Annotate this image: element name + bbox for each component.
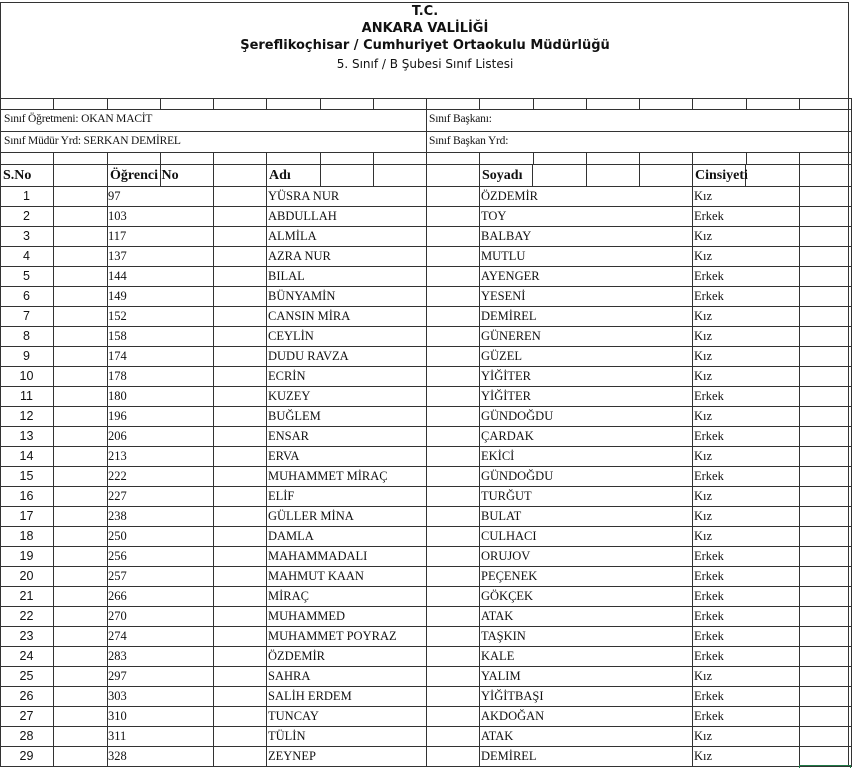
row-gender: Kız: [694, 409, 713, 423]
row-student-no: 266: [108, 589, 127, 603]
row-surname: YİĞİTBAŞI: [481, 689, 544, 703]
row-student-no: 158: [108, 329, 127, 343]
row-gender: Erkek: [694, 269, 724, 283]
row-student-no: 137: [108, 249, 127, 263]
row-sno: 14: [19, 449, 34, 463]
row-first-name: MUHAMMED: [268, 609, 346, 623]
row-surname: PEÇENEK: [481, 569, 538, 583]
row-first-name: MUHAMMET POYRAZ: [268, 629, 397, 643]
row-student-no: 97: [108, 189, 121, 203]
row-sno: 20: [19, 569, 34, 583]
grid-line-v: [692, 164, 693, 766]
row-student-no: 238: [108, 509, 127, 523]
row-sno: 15: [19, 469, 34, 483]
row-gender: Kız: [694, 249, 713, 263]
grid-line-v: [0, 98, 1, 109]
row-surname: EKİCİ: [481, 449, 515, 463]
row-student-no: 274: [108, 629, 127, 643]
row-student-no: 311: [108, 729, 127, 743]
grid-line-v: [426, 109, 427, 152]
row-surname: ÖZDEMİR: [481, 189, 538, 203]
row-gender: Erkek: [694, 289, 724, 303]
row-first-name: BÜNYAMİN: [268, 289, 336, 303]
grid-line-v: [160, 152, 161, 164]
grid-line-v: [53, 164, 54, 766]
row-first-name: SALİH ERDEM: [268, 689, 352, 703]
row-sno: 8: [23, 329, 30, 343]
col-header-sno: S.No: [3, 168, 32, 183]
grid-line-v: [107, 98, 108, 109]
row-first-name: DAMLA: [268, 529, 314, 543]
grid-line-v: [320, 98, 321, 109]
row-sno: 27: [19, 709, 34, 723]
row-sno: 17: [19, 509, 34, 523]
row-first-name: MİRAÇ: [268, 589, 309, 603]
row-surname: TAŞKIN: [481, 629, 526, 643]
row-gender: Kız: [694, 529, 713, 543]
grid-line-v: [851, 98, 852, 109]
row-student-no: 206: [108, 429, 127, 443]
title-tc: T.C.: [411, 4, 439, 19]
grid-line-v: [320, 152, 321, 164]
grid-line-v: [320, 164, 321, 186]
row-sno: 18: [19, 529, 34, 543]
row-surname: AKDOĞAN: [481, 709, 545, 723]
row-first-name: MAHMUT KAAN: [268, 569, 364, 583]
grid-line-v: [213, 164, 214, 766]
row-student-no: 227: [108, 489, 127, 503]
row-first-name: ENSAR: [268, 429, 309, 443]
row-first-name: ERVA: [268, 449, 300, 463]
grid-line-v: [532, 164, 533, 186]
row-surname: GÜZEL: [481, 349, 522, 363]
grid-line-v: [373, 98, 374, 109]
row-surname: GÜNDOĞDU: [481, 409, 554, 423]
row-surname: ATAK: [481, 729, 514, 743]
row-first-name: CANSIN MİRA: [268, 309, 351, 323]
row-surname: GÜNDOĞDU: [481, 469, 554, 483]
row-sno: 7: [23, 309, 30, 323]
grid-line-v: [373, 152, 374, 164]
row-sno: 19: [19, 549, 34, 563]
row-gender: Kız: [694, 189, 713, 203]
row-gender: Kız: [694, 749, 713, 763]
row-sno: 25: [19, 669, 34, 683]
row-gender: Kız: [694, 369, 713, 383]
grid-line-v: [851, 152, 852, 164]
row-first-name: TÜLİN: [268, 729, 306, 743]
row-gender: Kız: [694, 229, 713, 243]
row-first-name: AZRA NUR: [268, 249, 331, 263]
row-surname: YESENİ: [481, 289, 526, 303]
row-gender: Kız: [694, 669, 713, 683]
row-student-no: 196: [108, 409, 127, 423]
row-surname: GÜNEREN: [481, 329, 541, 343]
row-gender: Erkek: [694, 549, 724, 563]
row-sno: 1: [23, 189, 30, 203]
row-surname: ORUJOV: [481, 549, 531, 563]
row-student-no: 144: [108, 269, 127, 283]
grid-line-v: [266, 164, 267, 766]
row-gender: Kız: [694, 489, 713, 503]
row-gender: Erkek: [694, 569, 724, 583]
col-header-name: Adı: [269, 168, 291, 183]
grid-line-v: [586, 98, 587, 109]
grid-line-v: [0, 152, 1, 164]
grid-line-v: [851, 164, 852, 766]
row-surname: TURĞUT: [481, 489, 532, 503]
row-surname: GÖKÇEK: [481, 589, 534, 603]
row-first-name: MUHAMMET MİRAÇ: [268, 469, 388, 483]
col-header-student-no: Öğrenci No: [110, 168, 179, 183]
row-gender: Kız: [694, 349, 713, 363]
row-sno: 3: [23, 229, 30, 243]
row-sno: 16: [19, 489, 34, 503]
row-sno: 11: [20, 389, 33, 403]
row-surname: BALBAY: [481, 229, 532, 243]
row-gender: Erkek: [694, 389, 724, 403]
class-vice-president-label: Sınıf Başkan Yrd:: [429, 135, 509, 147]
row-sno: 29: [19, 749, 34, 763]
grid-line-v: [160, 98, 161, 109]
row-student-no: 152: [108, 309, 127, 323]
row-sno: 21: [19, 589, 34, 603]
grid-line-v: [53, 152, 54, 164]
row-sno: 5: [23, 269, 30, 283]
grid-line-v: [479, 98, 480, 109]
grid-line-v: [373, 164, 374, 186]
row-surname: BULAT: [481, 509, 522, 523]
grid-line-v: [533, 152, 534, 164]
row-student-no: 213: [108, 449, 127, 463]
row-first-name: CEYLİN: [268, 329, 314, 343]
grid-line-v: [799, 98, 800, 109]
grid-line-v: [53, 98, 54, 109]
class-president-label: Sınıf Başkanı:: [429, 113, 492, 125]
row-gender: Erkek: [694, 469, 724, 483]
row-gender: Erkek: [694, 629, 724, 643]
row-first-name: ABDULLAH: [268, 209, 337, 223]
grid-line-v: [426, 164, 427, 766]
row-sno: 4: [23, 249, 30, 263]
grid-line-v: [426, 98, 427, 109]
row-student-no: 328: [108, 749, 127, 763]
row-first-name: YÜSRA NUR: [268, 189, 340, 203]
grid-line-v: [213, 98, 214, 109]
row-sno: 24: [19, 649, 34, 663]
grid-line-v: [479, 164, 480, 766]
grid-line-v: [639, 98, 640, 109]
row-student-no: 257: [108, 569, 127, 583]
row-first-name: BUĞLEM: [268, 409, 321, 423]
row-gender: Kız: [694, 729, 713, 743]
row-surname: YİĞİTER: [481, 389, 531, 403]
row-student-no: 297: [108, 669, 127, 683]
grid-line-v: [746, 98, 747, 109]
row-student-no: 174: [108, 349, 127, 363]
row-sno: 12: [19, 409, 34, 423]
col-header-surname: Soyadı: [482, 168, 523, 183]
grid-line-v: [799, 152, 800, 164]
row-first-name: ECRİN: [268, 369, 306, 383]
row-first-name: MAHAMMADALI: [268, 549, 368, 563]
grid-line-h: [0, 766, 852, 767]
row-surname: ÇARDAK: [481, 429, 534, 443]
grid-line-v: [692, 98, 693, 109]
row-gender: Kız: [694, 309, 713, 323]
row-student-no: 117: [108, 229, 127, 243]
row-sno: 10: [19, 369, 34, 383]
row-sno: 6: [23, 289, 30, 303]
row-first-name: SAHRA: [268, 669, 311, 683]
row-surname: YİĞİTER: [481, 369, 531, 383]
col-header-gender: Cinsiyeti: [695, 168, 748, 183]
row-gender: Erkek: [694, 589, 724, 603]
grid-line-v: [586, 164, 587, 186]
row-gender: Kız: [694, 329, 713, 343]
grid-line-v: [0, 109, 1, 152]
row-sno: 23: [19, 629, 34, 643]
row-sno: 22: [19, 609, 34, 623]
row-student-no: 270: [108, 609, 127, 623]
row-surname: DEMİREL: [481, 749, 537, 763]
row-surname: YALIM: [481, 669, 521, 683]
row-gender: Erkek: [694, 709, 724, 723]
row-first-name: DUDU RAVZA: [268, 349, 349, 363]
row-student-no: 303: [108, 689, 127, 703]
title-governorship: ANKARA VALİLİĞİ: [361, 21, 489, 36]
row-surname: AYENGER: [481, 269, 540, 283]
row-sno: 2: [23, 209, 30, 223]
grid-line-v: [107, 152, 108, 164]
grid-line-v: [639, 152, 640, 164]
row-sno: 13: [19, 429, 34, 443]
grid-line-v: [639, 164, 640, 186]
row-first-name: ALMİLA: [268, 229, 317, 243]
grid-line-v: [746, 152, 747, 164]
grid-line-v: [851, 109, 852, 152]
grid-line-v: [586, 152, 587, 164]
row-surname: ATAK: [481, 609, 514, 623]
row-surname: TOY: [481, 209, 507, 223]
row-first-name: ELİF: [268, 489, 295, 503]
row-first-name: BILAL: [268, 269, 305, 283]
row-first-name: TUNCAY: [268, 709, 319, 723]
row-sno: 9: [23, 349, 30, 363]
row-student-no: 283: [108, 649, 127, 663]
vice-principal-label: Sınıf Müdür Yrd: SERKAN DEMİREL: [4, 135, 181, 147]
row-student-no: 103: [108, 209, 127, 223]
row-first-name: ZEYNEP: [268, 749, 316, 763]
row-gender: Kız: [694, 509, 713, 523]
grid-line-v: [692, 152, 693, 164]
row-gender: Kız: [694, 449, 713, 463]
grid-line-v: [213, 152, 214, 164]
row-student-no: 222: [108, 469, 127, 483]
row-surname: CULHACI: [481, 529, 537, 543]
row-student-no: 180: [108, 389, 127, 403]
row-first-name: ÖZDEMİR: [268, 649, 325, 663]
row-student-no: 310: [108, 709, 127, 723]
title-school: Şereflikoçhisar / Cumhuriyet Ortaokulu Müdürlüğü: [240, 38, 610, 53]
grid-line-v: [479, 152, 480, 164]
row-sno: 26: [19, 689, 34, 703]
row-gender: Erkek: [694, 429, 724, 443]
row-gender: Erkek: [694, 689, 724, 703]
grid-line-v: [799, 164, 800, 766]
row-surname: DEMİREL: [481, 309, 537, 323]
row-surname: MUTLU: [481, 249, 526, 263]
row-first-name: GÜLLER MİNA: [268, 509, 354, 523]
row-student-no: 256: [108, 549, 127, 563]
row-gender: Erkek: [694, 649, 724, 663]
row-sno: 28: [19, 729, 34, 743]
row-first-name: KUZEY: [268, 389, 311, 403]
row-gender: Erkek: [694, 209, 724, 223]
grid-line-v: [426, 152, 427, 164]
row-surname: KALE: [481, 649, 515, 663]
title-block: [0, 3, 850, 73]
row-student-no: 149: [108, 289, 127, 303]
grid-line-v: [266, 152, 267, 164]
grid-line-v: [266, 98, 267, 109]
grid-line-v: [533, 98, 534, 109]
teacher-label: Sınıf Öğretmeni: OKAN MACİT: [4, 113, 153, 125]
row-student-no: 178: [108, 369, 127, 383]
row-gender: Erkek: [694, 609, 724, 623]
row-student-no: 250: [108, 529, 127, 543]
title-class-list: 5. Sınıf / B Şubesi Sınıf Listesi: [336, 57, 514, 71]
